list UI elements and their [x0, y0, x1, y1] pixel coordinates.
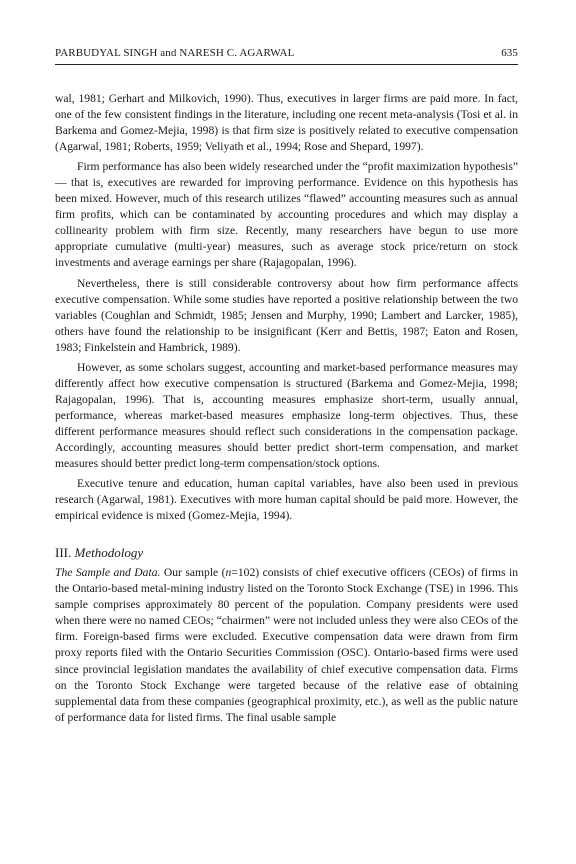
- paragraph-firm-performance: Firm performance has also been widely researched under the “profit maximization hypothesis” — that is, executives are rewarded for improving performance. Evidence on this hypothesis has been mixed. However, much of this research utilizes “flawed” accounting measures such as annual firm profits, which can be contaminated by accounting procedures and which may display a collinearity problem with firm size. Recently, many researchers have begun to use more appropriate cumulative (multi-year) measures, such as average stock price/return on stock investments and average earnings per share (Rajagopalan, 1996).: [55, 160, 518, 270]
- section-number: III.: [55, 545, 72, 561]
- page-number: 635: [501, 47, 518, 59]
- paragraph-human-capital: Executive tenure and education, human capital variables, have also been used in previous research (Agarwal, 1981). Executives with more human capital should be paid more. However, the empirical evidence is mixed (Gomez-Mejia, 1994).: [55, 477, 518, 523]
- section-title: Methodology: [74, 545, 144, 561]
- paragraph-sample-data: [55, 565, 518, 725]
- sample-text-start: Our sample (: [160, 566, 226, 580]
- sample-text-rest: =102) consists of chief executive officers (CEOs) of firms in the Ontario-based metal-mining industry listed on the Toronto Stock Exchange (TSE) in 1996. This sample comprises approximately 80 percent of the population. Company presidents were used when there were no named CEOs; “chairmen” were not included unless they were also CEOs of the firm. Foreign-based firms were excluded. Executive compensation data were drawn from firm proxy reports filed with the Ontario Securities Commission (OSC). Ontario-based firms were used since provincial legislation mandates the availability of chief executive compensation data. Firms on the Toronto Stock Exchange were targeted because of the relative ease of obtaining supplemental data from these companies (geographical proximity, etc.), as well as the public nature of performance data for listed firms. The final usable sample: [55, 566, 518, 724]
- section-heading: [55, 544, 518, 561]
- running-head-authors: PARBUDYAL SINGH and NARESH C. AGARWAL: [55, 47, 295, 59]
- journal-page: [55, 46, 518, 730]
- running-head: [55, 46, 518, 65]
- paragraph-continued: wal, 1981; Gerhart and Milkovich, 1990). Thus, executives in larger firms are paid more. In fact, one of the few consistent findings in the literature, including one recent meta-analysis (Tosi et al. in Barkema and Gomez-Mejia, 1998) is that firm size is positively related to executive compensation (Agarwal, 1981; Roberts, 1959; Veliyath et al., 1994; Rose and Shepard, 1997).: [55, 92, 518, 154]
- paragraph-performance-measures: However, as some scholars suggest, accounting and market-based performance measures may differently affect how executive compensation is structured (Barkema and Gomez-Mejia, 1998; Rajagopalan, 1996). That is, accounting measures emphasize short-term, usually annual, performance, whereas market-based measures emphasize long-term objectives. Thus, these different performance measures should reflect such considerations in the compensation package. Accordingly, accounting measures should better predict short-term compensation, and market measures should better predict long-term compensation/stock options.: [55, 360, 518, 471]
- paragraph-controversy: Nevertheless, there is still considerable controversy about how firm performance affects executive compensation. While some studies have reported a positive relationship between the two variables (Coughlan and Schmidt, 1985; Jensen and Murphy, 1990; Lambert and Larcker, 1985), others have found the relationship to be insignificant (Kerr and Bettis, 1987; Eaton and Rosen, 1983; Finkelstein and Hambrick, 1989).: [55, 276, 518, 354]
- article-body: [55, 91, 518, 726]
- sample-size-symbol: n: [225, 566, 232, 580]
- run-in-heading: The Sample and Data.: [55, 566, 161, 580]
